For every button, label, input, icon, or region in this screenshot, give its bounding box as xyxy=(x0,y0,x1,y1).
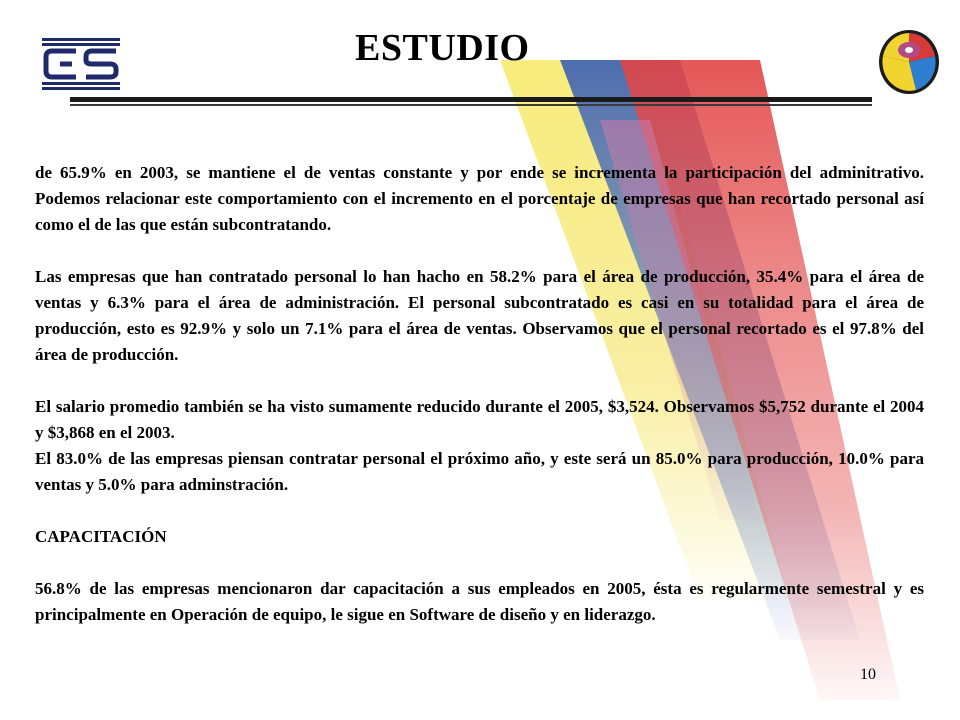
paragraph-salary: El salario promedio también se ha visto sumamente reducido durante el 2005, $3,524. Observamos $5,752 durante el 2004 y $3,868 en el 2003. xyxy=(35,397,924,442)
color-wheel-logo xyxy=(876,26,942,96)
section-heading-capacitacion: CAPACITACIÓN xyxy=(35,527,167,546)
cg-logo xyxy=(38,36,124,92)
paragraph-training: 56.8% de las empresas mencionaron dar capacitación a sus empleados en 2005, ésta es regularmente semestral y es principalmente en Operación de equipo, le sigue en Software de diseño y en liderazgo. xyxy=(35,579,924,624)
page-number: 10 xyxy=(860,666,876,683)
header-divider-thick xyxy=(70,97,872,102)
page-title: ESTUDIO xyxy=(355,27,530,69)
header-divider-thin xyxy=(70,104,872,106)
paragraph-hiring: Las empresas que han contratado personal lo han hacho en 58.2% para el área de producción, 35.4% para el área de ventas y 6.3% para el área de administración. El personal subcontratado es casi en su totalidad para el área de producción, esto es 92.9% y solo un 7.1% para el área de ventas. Observamos que el personal recortado es el 97.8% del área de producción. xyxy=(35,267,924,364)
paragraph-intro: de 65.9% en 2003, se mantiene el de ventas constante y por ende se incrementa la participación del adminitrativo. Podemos relacionar este comportamiento con el incremento en el porcentaje de empresas que han recortado personal así como el de las que están subcontratando. xyxy=(35,163,924,234)
document-body xyxy=(35,160,924,628)
paragraph-next-year: El 83.0% de las empresas piensan contratar personal el próximo año, y este será un 85.0% para producción, 10.0% para ventas y 5.0% para adminstración. xyxy=(35,449,924,494)
